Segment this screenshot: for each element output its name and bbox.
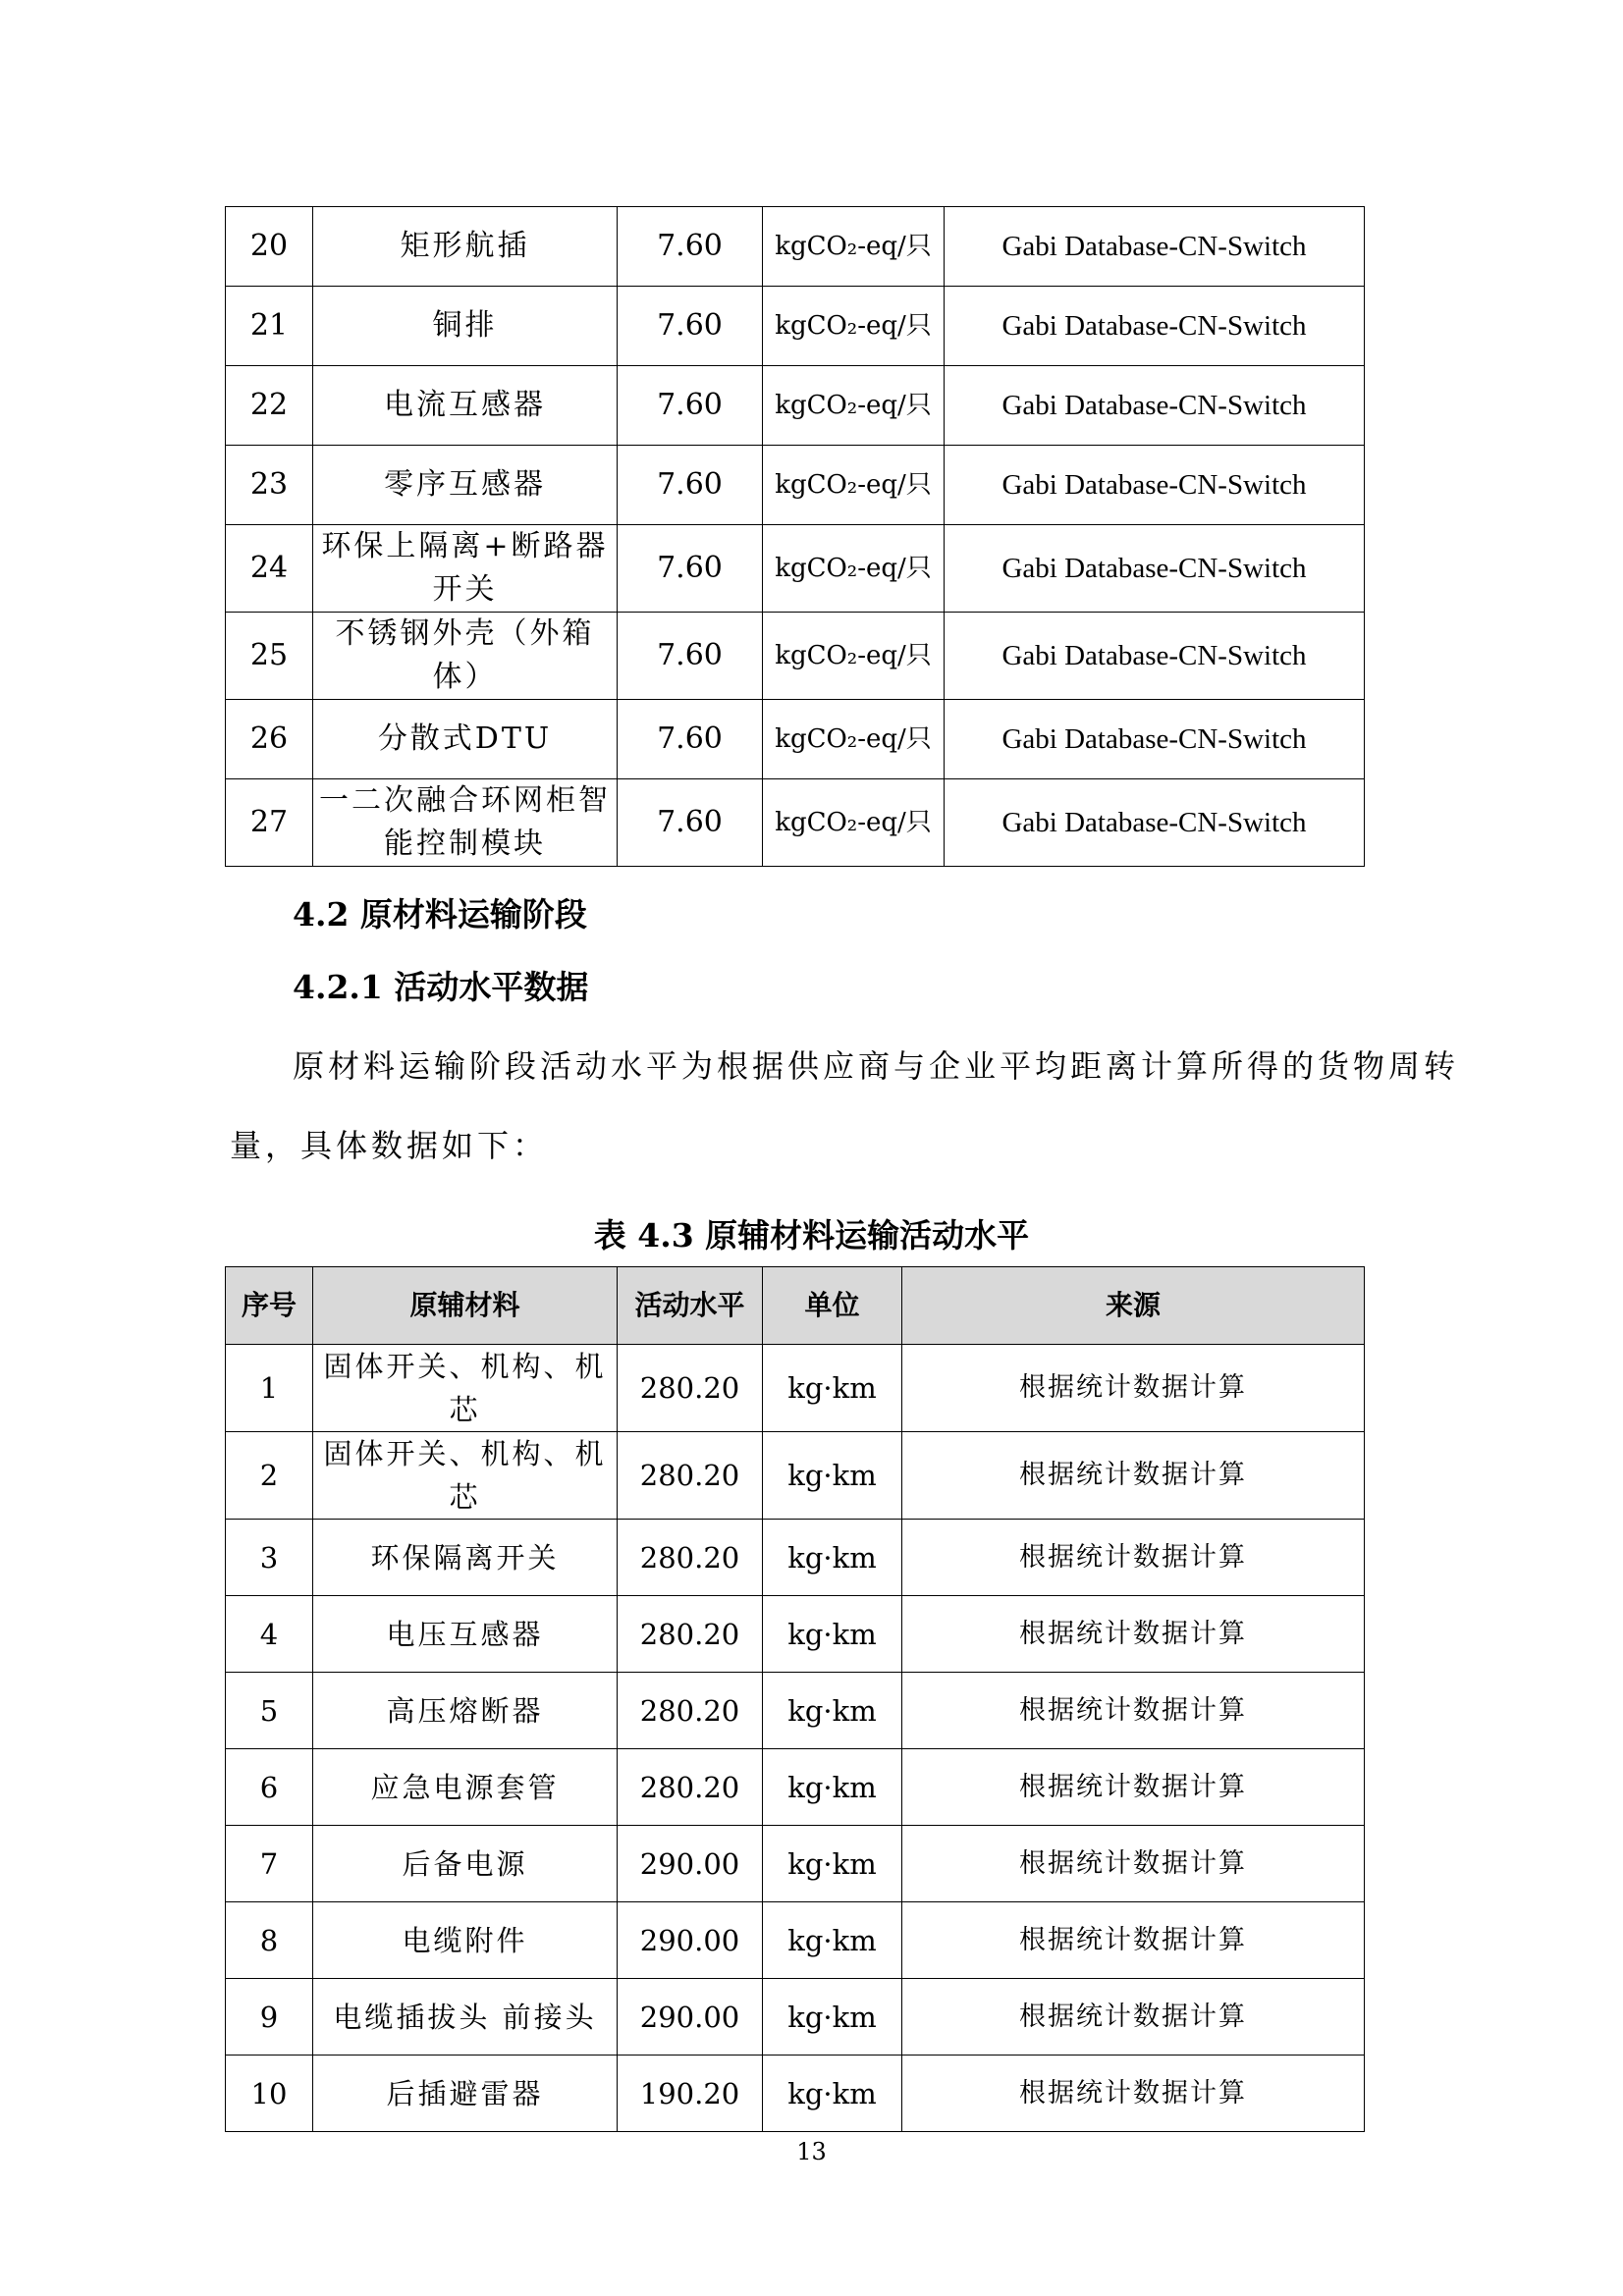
cell-value: 7.60 — [618, 525, 763, 613]
cell-unit: kg·km — [763, 1979, 902, 2056]
cell-no: 25 — [226, 613, 313, 700]
cell-name: 电缆插拔头 前接头 — [313, 1979, 618, 2056]
table-row — [226, 2056, 1365, 2132]
table-header-row — [226, 1267, 1365, 1345]
cell-name: 高压熔断器 — [313, 1673, 618, 1749]
cell-no: 3 — [226, 1520, 313, 1596]
cell-value: 280.20 — [618, 1749, 763, 1826]
cell-no: 5 — [226, 1673, 313, 1749]
cell-source: 根据统计数据计算 — [902, 1345, 1365, 1432]
cell-name: 环保隔离开关 — [313, 1520, 618, 1596]
cell-value: 7.60 — [618, 287, 763, 366]
cell-name: 电压互感器 — [313, 1596, 618, 1673]
cell-value: 7.60 — [618, 700, 763, 779]
header-unit: 单位 — [763, 1267, 902, 1345]
cell-name: 电缆附件 — [313, 1902, 618, 1979]
header-material: 原辅材料 — [313, 1267, 618, 1345]
cell-name: 分散式DTU — [313, 700, 618, 779]
cell-no: 8 — [226, 1902, 313, 1979]
cell-value: 7.60 — [618, 446, 763, 525]
cell-unit: kg·km — [763, 1749, 902, 1826]
table-row — [226, 1432, 1365, 1520]
cell-source: Gabi Database-CN-Switch — [945, 366, 1365, 446]
header-no: 序号 — [226, 1267, 313, 1345]
cell-value: 280.20 — [618, 1432, 763, 1520]
cell-name: 铜排 — [313, 287, 618, 366]
cell-value: 290.00 — [618, 1979, 763, 2056]
cell-value: 280.20 — [618, 1596, 763, 1673]
table-row — [226, 366, 1365, 446]
cell-source: 根据统计数据计算 — [902, 1432, 1365, 1520]
cell-no: 10 — [226, 2056, 313, 2132]
cell-value: 280.20 — [618, 1673, 763, 1749]
table-row — [226, 613, 1365, 700]
table-row — [226, 1749, 1365, 1826]
cell-source: 根据统计数据计算 — [902, 1596, 1365, 1673]
cell-unit: kg·km — [763, 1345, 902, 1432]
cell-source: Gabi Database-CN-Switch — [945, 525, 1365, 613]
table-row — [226, 446, 1365, 525]
paragraph-line-2: 量，具体数据如下： — [230, 1127, 549, 1164]
cell-source: 根据统计数据计算 — [902, 1826, 1365, 1902]
cell-value: 7.60 — [618, 779, 763, 867]
cell-name: 不锈钢外壳（外箱体） — [313, 613, 618, 700]
cell-source: Gabi Database-CN-Switch — [945, 700, 1365, 779]
table-row — [226, 525, 1365, 613]
table-caption: 表 4.3 原辅材料运输活动水平 — [593, 1216, 1030, 1255]
cell-no: 20 — [226, 207, 313, 287]
paragraph-line-1: 原材料运输阶段活动水平为根据供应商与企业平均距离计算所得的货物周转 — [293, 1047, 1460, 1085]
cell-name: 固体开关、机构、机芯 — [313, 1345, 618, 1432]
section-heading: 4.2 原材料运输阶段 — [293, 895, 587, 934]
cell-name: 零序互感器 — [313, 446, 618, 525]
cell-no: 2 — [226, 1432, 313, 1520]
cell-no: 21 — [226, 287, 313, 366]
cell-source: 根据统计数据计算 — [902, 1979, 1365, 2056]
table-row — [226, 1673, 1365, 1749]
emission-factor-table — [225, 206, 1365, 867]
cell-no: 7 — [226, 1826, 313, 1902]
cell-value: 280.20 — [618, 1520, 763, 1596]
cell-source: Gabi Database-CN-Switch — [945, 207, 1365, 287]
cell-value: 7.60 — [618, 613, 763, 700]
cell-name: 后插避雷器 — [313, 2056, 618, 2132]
cell-source: 根据统计数据计算 — [902, 1520, 1365, 1596]
cell-source: Gabi Database-CN-Switch — [945, 613, 1365, 700]
page-number: 13 — [796, 2138, 827, 2165]
cell-unit: kg·km — [763, 1596, 902, 1673]
cell-source: Gabi Database-CN-Switch — [945, 779, 1365, 867]
cell-unit: kg·km — [763, 2056, 902, 2132]
cell-no: 27 — [226, 779, 313, 867]
cell-name: 一二次融合环网柜智能控制模块 — [313, 779, 618, 867]
cell-no: 24 — [226, 525, 313, 613]
cell-unit: kgCO₂-eq/只 — [763, 207, 945, 287]
cell-unit: kgCO₂-eq/只 — [763, 525, 945, 613]
table-row — [226, 779, 1365, 867]
table-row — [226, 1826, 1365, 1902]
cell-name: 矩形航插 — [313, 207, 618, 287]
cell-no: 22 — [226, 366, 313, 446]
cell-no: 9 — [226, 1979, 313, 2056]
cell-value: 190.20 — [618, 2056, 763, 2132]
cell-source: Gabi Database-CN-Switch — [945, 446, 1365, 525]
emission-factor-table-body — [226, 207, 1365, 867]
cell-value: 290.00 — [618, 1902, 763, 1979]
cell-source: 根据统计数据计算 — [902, 1902, 1365, 1979]
cell-no: 6 — [226, 1749, 313, 1826]
cell-unit: kg·km — [763, 1826, 902, 1902]
header-activity-level: 活动水平 — [618, 1267, 763, 1345]
cell-unit: kgCO₂-eq/只 — [763, 779, 945, 867]
cell-unit: kg·km — [763, 1902, 902, 1979]
cell-source: Gabi Database-CN-Switch — [945, 287, 1365, 366]
cell-no: 26 — [226, 700, 313, 779]
table-row — [226, 287, 1365, 366]
cell-name: 环保上隔离+断路器开关 — [313, 525, 618, 613]
cell-value: 280.20 — [618, 1345, 763, 1432]
cell-name: 固体开关、机构、机芯 — [313, 1432, 618, 1520]
table-row — [226, 1520, 1365, 1596]
cell-value: 290.00 — [618, 1826, 763, 1902]
cell-unit: kgCO₂-eq/只 — [763, 446, 945, 525]
cell-unit: kgCO₂-eq/只 — [763, 366, 945, 446]
transport-activity-table-body — [226, 1345, 1365, 2132]
cell-unit: kg·km — [763, 1432, 902, 1520]
cell-unit: kgCO₂-eq/只 — [763, 700, 945, 779]
table-row — [226, 1345, 1365, 1432]
cell-source: 根据统计数据计算 — [902, 1673, 1365, 1749]
cell-name: 应急电源套管 — [313, 1749, 618, 1826]
cell-no: 4 — [226, 1596, 313, 1673]
cell-name: 电流互感器 — [313, 366, 618, 446]
table-row — [226, 700, 1365, 779]
table-row — [226, 1979, 1365, 2056]
cell-unit: kg·km — [763, 1673, 902, 1749]
cell-value: 7.60 — [618, 366, 763, 446]
table-row — [226, 207, 1365, 287]
cell-unit: kgCO₂-eq/只 — [763, 287, 945, 366]
cell-no: 23 — [226, 446, 313, 525]
table-row — [226, 1902, 1365, 1979]
cell-unit: kg·km — [763, 1520, 902, 1596]
table-row — [226, 1596, 1365, 1673]
transport-activity-table — [225, 1266, 1365, 2132]
cell-value: 7.60 — [618, 207, 763, 287]
subsection-heading: 4.2.1 活动水平数据 — [293, 968, 589, 1006]
cell-unit: kgCO₂-eq/只 — [763, 613, 945, 700]
cell-name: 后备电源 — [313, 1826, 618, 1902]
cell-no: 1 — [226, 1345, 313, 1432]
header-source: 来源 — [902, 1267, 1365, 1345]
cell-source: 根据统计数据计算 — [902, 2056, 1365, 2132]
cell-source: 根据统计数据计算 — [902, 1749, 1365, 1826]
